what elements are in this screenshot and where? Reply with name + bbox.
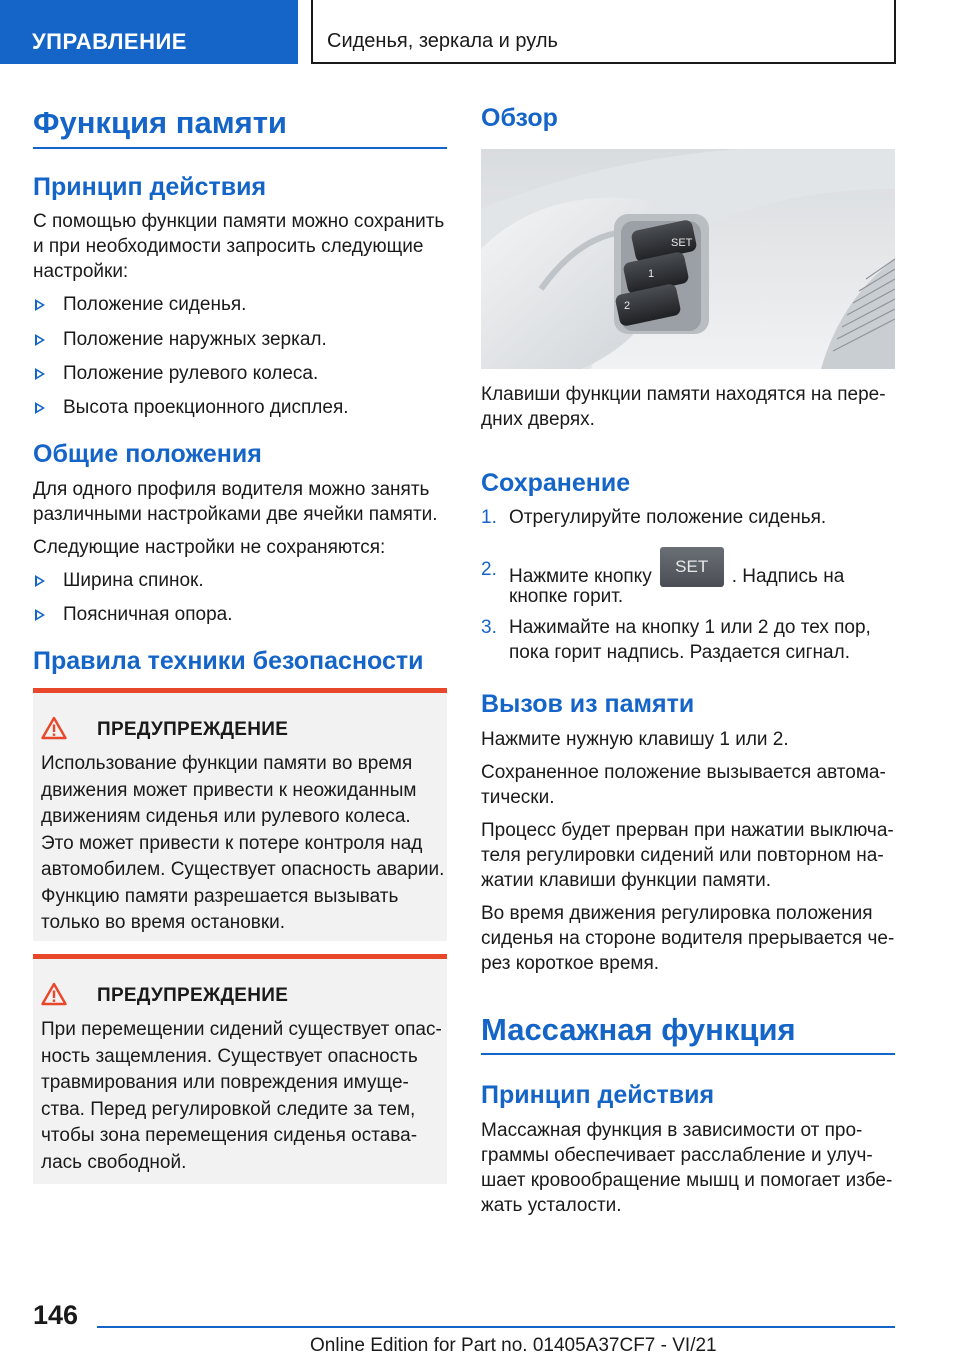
- heading-massage-principle: Принцип действия: [481, 1081, 715, 1109]
- recall-p4-line-1: Во время движения регулировка положения: [481, 903, 873, 924]
- recall-p3-line-1: Процесс будет прерван при нажатии выключа-: [481, 820, 894, 841]
- bullet-triangle-icon: [35, 334, 45, 346]
- title-rule: [33, 147, 447, 149]
- recall-p1: Нажмите нужную клавишу 1 или 2.: [481, 729, 789, 750]
- heading-safety: Правила техники безопасности: [33, 647, 424, 675]
- warning-box: [33, 954, 447, 1184]
- principle-line-2: и при необходимости запросить следующие: [33, 236, 424, 257]
- set-button: SET: [660, 547, 724, 587]
- recall-p4-line-3: рез короткое время.: [481, 953, 660, 974]
- heading-save: Сохранение: [481, 469, 631, 497]
- heading-general: Общие положения: [33, 440, 262, 468]
- massage-line-4: жать усталости.: [481, 1195, 622, 1216]
- bullet-triangle-icon: [35, 368, 45, 380]
- section-tab: [0, 0, 298, 64]
- door-panel-illustration: [481, 149, 895, 369]
- warning-triangle-icon: [41, 982, 67, 1006]
- recall-p3-line-2: теля регулировки сидений или повторном на-: [481, 845, 884, 866]
- general-line-1: Для одного профиля водителя можно занять: [33, 479, 430, 500]
- footer-edition: Online Edition for Part no. 01405A37CF7 - VI/21: [310, 1335, 717, 1356]
- massage-line-1: Массажная функция в зависимости от про-: [481, 1120, 863, 1141]
- memory-buttons-photo: [481, 149, 895, 369]
- bullet-triangle-icon: [35, 402, 45, 414]
- recall-p2-line-1: Сохраненное положение вызывается автома-: [481, 762, 886, 783]
- photo-label-set: SET: [671, 237, 693, 249]
- warning-box: [33, 688, 447, 941]
- recall-p2-line-2: тически.: [481, 787, 555, 808]
- general-note: Следующие настройки не сохраняются:: [33, 537, 386, 558]
- recall-p4-line-2: сиденья на стороне водителя прерывается че-: [481, 928, 895, 949]
- section-label: УПРАВЛЕНИЕ: [32, 29, 187, 54]
- heading-principle: Принцип действия: [33, 173, 267, 201]
- principle-line-3: настройки:: [33, 261, 129, 282]
- warning-text: Использование функции памяти во время движения может привести к неожиданным движениям сиденья или рулевого колеса. Это может привести к потере контроля над автомобилем. Существует опасность аварии. Функцию памяти разрешается вызывать только во время остановки.: [41, 753, 445, 933]
- warning-title: ПРЕДУПРЕЖДЕНИЕ: [97, 985, 289, 1006]
- bullet-triangle-icon: [35, 575, 45, 587]
- recall-p3-line-3: жатии клавиши функции памяти.: [481, 870, 772, 891]
- photo-label-1: 1: [648, 268, 655, 280]
- massage-line-2: граммы обеспечивает расслабление и улуч-: [481, 1145, 873, 1166]
- warning-triangle-icon: [41, 716, 67, 740]
- chapter-title: Сиденья, зеркала и руль: [327, 30, 558, 52]
- photo-caption-line-1: Клавиши функции памяти находятся на пере-: [481, 384, 886, 405]
- general-line-2: различными настройками две ячейки памяти.: [33, 504, 438, 525]
- massage-line-3: шает кровообращение мышц и помогает избе-: [481, 1170, 893, 1191]
- heading-recall: Вызов из памяти: [481, 690, 695, 718]
- warning-title: ПРЕДУПРЕЖДЕНИЕ: [97, 719, 289, 740]
- footer-rule: [97, 1326, 895, 1328]
- massage-title-rule: [481, 1053, 895, 1055]
- bullet-triangle-icon: [35, 299, 45, 311]
- chapter-header: [311, 0, 896, 64]
- principle-line-1: С помощью функции памяти можно сохранить: [33, 211, 445, 232]
- heading-overview: Обзор: [481, 104, 558, 132]
- massage-title: Массажная функция: [481, 1012, 796, 1047]
- photo-caption-line-2: дних дверях.: [481, 409, 595, 430]
- page-number: 146: [33, 1300, 79, 1330]
- photo-label-2: 2: [624, 300, 631, 312]
- warning-text: При перемещении сидений существует опас- ность защемления. Существует опасность травмирования или повреждения имуще- ства. Перед регулировкой следите за тем, чтобы зона перемещения сиденья остава- лась свободной.: [41, 1019, 442, 1173]
- page-title: Функция памяти: [33, 105, 287, 140]
- bullet-triangle-icon: [35, 609, 45, 621]
